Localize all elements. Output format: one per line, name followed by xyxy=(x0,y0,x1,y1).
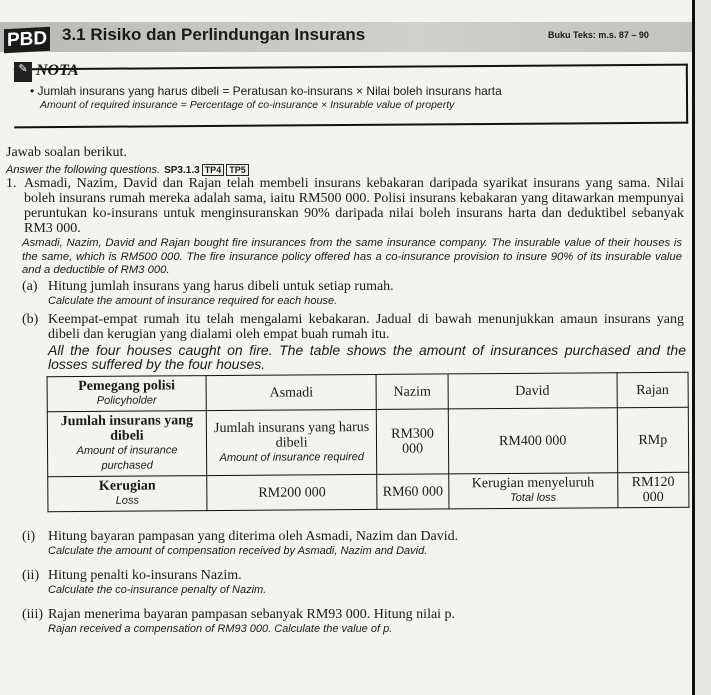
pbd-badge: PBD xyxy=(4,27,50,53)
nota-label: NOTA xyxy=(36,62,79,79)
row-label-en: Amount of insurance purchased xyxy=(76,444,178,472)
sub-iii-label: (iii) xyxy=(22,607,43,622)
cell-en: Total loss xyxy=(510,491,557,505)
part-a-en: Calculate the amount of insurance required for each house. xyxy=(48,295,338,307)
cell: RM120 000 xyxy=(617,472,689,507)
sub-i-label: (i) xyxy=(22,529,36,544)
row-label: Kerugian xyxy=(98,478,156,494)
sub-i-ms: Hitung bayaran pampasan yang diterima oleh Asmadi, Nazim dan David. xyxy=(48,529,459,544)
nota-formula-en: Amount of required insurance = Percentage of co-insurance × Insurable value of property xyxy=(40,99,455,111)
cell: RMp xyxy=(617,407,689,472)
note-icon: ✎ xyxy=(14,62,32,82)
sub-i-en: Calculate the amount of compensation received by Asmadi, Nazim and David. xyxy=(48,545,428,557)
part-b-ms: Keempat-empat rumah itu telah mengalami kebakaran. Jadual di bawah menunjukkan amaun insurans yang dibeli dan kerugian yang dialami oleh empat buah rumah itu. xyxy=(48,312,684,342)
sub-ii-label: (ii) xyxy=(22,568,40,583)
table-row xyxy=(47,372,688,411)
col-nazim: Nazim xyxy=(376,374,448,409)
question-text-ms: Asmadi, Nazim, David dan Rajan telah membeli insurans kebakaran daripada syarikat insurans yang sama. Nilai boleh insurans rumah mereka adalah sama, iaitu RM500 000. Polisi insurans kebakaran yang ditawarkan mempunyai peruntukan ko-insurans untuk menginsuranskan 90% daripada nilai boleh insurans harta dan deduktibel sebanyak RM3 000. xyxy=(24,176,684,236)
section-title: 3.1 Risiko dan Perlindungan Insurans xyxy=(62,25,366,44)
formula-ms-text: Jumlah insurans yang harus dibeli = Peratusan ko-insurans × Nilai boleh insurans harta xyxy=(37,84,502,98)
col-asmadi: Asmadi xyxy=(206,374,377,410)
textbook-reference: Buku Teks: m.s. 87 – 90 xyxy=(548,30,649,40)
cell: Jumlah insurans yang harus dibeli xyxy=(213,419,370,451)
col-david: David xyxy=(448,373,617,409)
part-b-en: All the four houses caught on fire. The table shows the amount of insurances purchased and the losses suffered by the four houses. xyxy=(48,342,686,372)
part-a-label: (a) xyxy=(22,279,38,294)
tp-tag: TP4 xyxy=(202,164,225,176)
sub-ii-ms: Hitung penalti ko-insurans Nazim. xyxy=(48,568,242,583)
header-cell: Pemegang polisi xyxy=(78,378,176,395)
question-number: 1. xyxy=(6,176,17,191)
page-edge xyxy=(695,0,711,695)
sub-iii-en: Rajan received a compensation of RM93 000. Calculate the value of p. xyxy=(48,623,393,635)
insurance-table xyxy=(47,372,690,512)
question-text-en: Asmadi, Nazim, David and Rajan bought fire insurances from the same insurance company. The insurable value of their houses is the same, which is RM500 000. The fire insurance policy offered has a co-insurance provision to insure 90% of its insurable value and a deductible of RM3 000. xyxy=(22,237,682,276)
cell-en: Amount of insurance required xyxy=(219,450,364,464)
part-a-ms: Hitung jumlah insurans yang harus dibeli untuk setiap rumah. xyxy=(48,279,394,294)
row-label: Jumlah insurans yang dibeli xyxy=(60,413,194,444)
cell: RM300 000 xyxy=(377,409,449,474)
part-b-label: (b) xyxy=(22,312,39,327)
instruction-en: Answer the following questions. xyxy=(6,164,161,176)
sub-iii-ms: Rajan menerima bayaran pampasan sebanyak RM93 000. Hitung nilai p. xyxy=(48,607,456,622)
header-cell-en: Policyholder xyxy=(96,394,157,407)
cell: RM400 000 xyxy=(448,408,617,474)
cell: Kerugian menyeluruh xyxy=(471,475,595,492)
cell: RM60 000 xyxy=(377,474,449,509)
cell: RM200 000 xyxy=(207,474,378,510)
sub-ii-en: Calculate the co-insurance penalty of Nazim. xyxy=(48,584,267,596)
skill-code: SP3.1.3 xyxy=(164,165,200,176)
nota-formula-ms: • Jumlah insurans yang harus dibeli = Peratusan ko-insurans × Nilai boleh insurans harta xyxy=(30,84,502,98)
table-row xyxy=(48,472,689,511)
table-row xyxy=(47,407,688,476)
tp-tag: TP5 xyxy=(226,164,249,176)
row-label-en: Loss xyxy=(115,494,140,507)
col-rajan: Rajan xyxy=(617,372,689,407)
instruction-ms: Jawab soalan berikut. xyxy=(6,145,127,160)
